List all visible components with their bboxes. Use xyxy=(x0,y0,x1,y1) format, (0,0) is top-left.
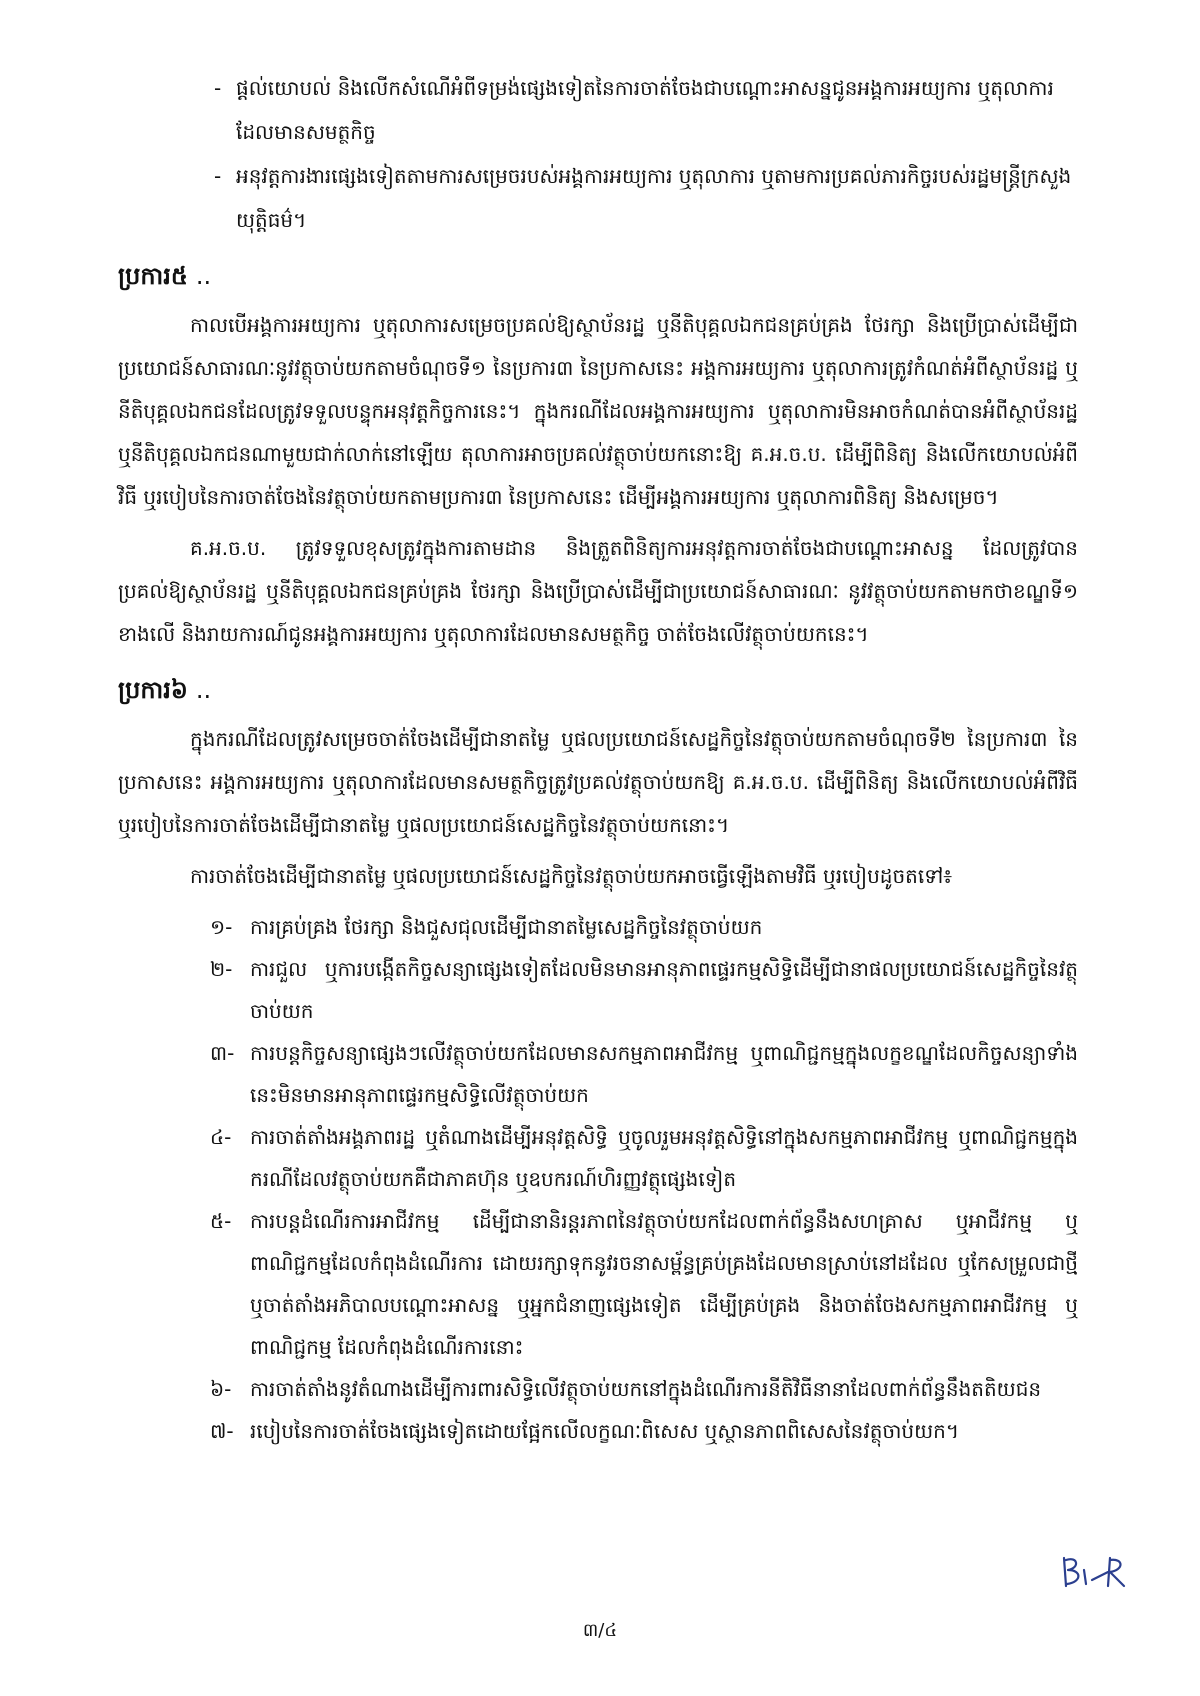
page-number: ៣/៤ xyxy=(582,1620,618,1641)
signature-initials xyxy=(1058,1550,1130,1594)
article-6-title: ប្រការ៦ xyxy=(118,676,188,704)
list-item-number: ១- xyxy=(210,915,233,939)
bullet-item xyxy=(214,66,1078,154)
signature-stroke xyxy=(1064,1558,1124,1586)
list-item xyxy=(210,1200,1078,1368)
bullet-text: អនុវត្តការងារផ្សេងទៀតតាមការសម្រេចរបស់អង្គការអយ្យការ ឬតុលាការ ឬតាមការប្រគល់ភារកិច្ចរបស់រដ្ឋមន្ត្រីក្រសួងយុត្តិធម៌។ xyxy=(236,164,1072,232)
bullet-dash: - xyxy=(214,76,222,100)
list-item-number: ៦- xyxy=(210,1377,232,1401)
article-5-heading xyxy=(118,256,1078,296)
list-item xyxy=(210,1116,1078,1200)
article-5-dots: .. xyxy=(195,262,212,290)
list-item-text: ការគ្រប់គ្រង ថែរក្សា និងជួសជុលដើម្បីជានាតម្លៃសេដ្ឋកិច្ចនៃវត្ថុចាប់យក xyxy=(250,915,763,939)
bullet-item xyxy=(214,154,1078,242)
list-item-number: ២- xyxy=(210,957,233,981)
list-item-text: ការបន្តដំណើរការអាជីវកម្ម ដើម្បីជានានិរន្តរភាពនៃវត្ថុចាប់យកដែលពាក់ព័ន្ធនឹងសហគ្រាស ឬអាជីវកម្ម ឬពាណិជ្ជកម្មដែលកំពុងដំណើរការ ដោយរក្សាទុកនូវរចនាសម្ព័ន្ធគ្រប់គ្រងដែលមានស្រាប់នៅដដែល ឬកែសម្រួលជាថ្មី ឬចាត់តាំងអភិបាលបណ្តោះអាសន្ន ឬអ្នកជំនាញផ្សេងទៀត ដើម្បីគ្រប់គ្រង និងចាត់ចែងសកម្មភាពអាជីវកម្ម ឬពាណិជ្ជកម្ម ដែលកំពុងដំណើរការនោះ xyxy=(250,1209,1078,1359)
list-item-text: ការបន្តកិច្ចសន្យាផ្សេងៗលើវត្ថុចាប់យកដែលមានសកម្មភាពអាជីវកម្ម ឬពាណិជ្ជកម្មក្នុងលក្ខខណ្ឌដែលកិច្ចសន្យាទាំងនេះមិនមានអានុភាពផ្ទេរកម្មសិទ្ធិលើវត្ថុចាប់យក xyxy=(250,1041,1078,1107)
list-item-number: ៤- xyxy=(210,1125,232,1149)
list-item xyxy=(210,1368,1078,1410)
list-item xyxy=(210,906,1078,948)
article-6-heading xyxy=(118,670,1078,710)
article-5-paragraph-2: គ.អ.ច.ប. ត្រូវទទួលខុសត្រូវក្នុងការតាមដាន និងត្រួតពិនិត្យការអនុវត្តការចាត់ចែងជាបណ្តោះអាសន្ន ដែលត្រូវបានប្រគល់ឱ្យស្ថាប័នរដ្ឋ ឬនីតិបុគ្គលឯកជនគ្រប់គ្រង ថែរក្សា និងប្រើប្រាស់ដើម្បីជាប្រយោជន៍សាធារណៈ នូវវត្ថុចាប់យកតាមកថាខណ្ឌទី១ ខាងលើ និងរាយការណ៍ជូនអង្គការអយ្យការ ឬតុលាការដែលមានសមត្ថកិច្ច ចាត់ចែងលើវត្ថុចាប់យកនេះ។ xyxy=(118,536,1078,646)
list-item xyxy=(210,1032,1078,1116)
bullet-text: ផ្តល់យោបល់ និងលើកសំណើអំពីទម្រង់ផ្សេងទៀតនៃការចាត់ចែងជាបណ្តោះអាសន្នជូនអង្គការអយ្យការ ឬតុលាការដែលមានសមត្ថកិច្ច xyxy=(236,76,1054,144)
article-6-dots: .. xyxy=(195,676,212,704)
list-item-number: ៥- xyxy=(210,1209,232,1233)
bullet-dash: - xyxy=(214,164,222,188)
article-5-paragraph-1: កាលបើអង្គការអយ្យការ ឬតុលាការសម្រេចប្រគល់ឱ្យស្ថាប័នរដ្ឋ ឬនីតិបុគ្គលឯកជនគ្រប់គ្រង ថែរក្សា និងប្រើប្រាស់ដើម្បីជាប្រយោជន៍សាធារណៈនូវវត្ថុចាប់យកតាមចំណុចទី១ នៃប្រការ៣ នៃប្រកាសនេះ អង្គការអយ្យការ ឬតុលាការត្រូវកំណត់អំពីស្ថាប័នរដ្ឋ ឬនីតិបុគ្គលឯកជនដែលត្រូវទទួលបន្ទុកអនុវត្តកិច្ចការនេះ។ ក្នុងករណីដែលអង្គការអយ្យការ ឬតុលាការមិនអាចកំណត់បានអំពីស្ថាប័នរដ្ឋ ឬនីតិបុគ្គលឯកជនណាមួយជាក់លាក់នៅឡើយ តុលាការអាចប្រគល់វត្ថុចាប់យកនោះឱ្យ គ.អ.ច.ប. ដើម្បីពិនិត្យ និងលើកយោបល់អំពីវិធី ឬរបៀបនៃការចាត់ចែងនៃវត្ថុចាប់យកតាមប្រការ៣ នៃប្រកាសនេះ ដើម្បីអង្គការអយ្យការ ឬតុលាការពិនិត្យ និងសម្រេច។ xyxy=(118,313,1078,509)
article-6-paragraph-2: ការចាត់ចែងដើម្បីជានាតម្លៃ ឬផលប្រយោជន៍សេដ្ឋកិច្ចនៃវត្ថុចាប់យកអាចធ្វើឡើងតាមវិធី ឬរបៀបដូចតទៅ៖ xyxy=(190,864,953,888)
list-item-number: ៣- xyxy=(210,1041,235,1065)
article-6-paragraph-1: ក្នុងករណីដែលត្រូវសម្រេចចាត់ចែងដើម្បីជានាតម្លៃ ឬផលប្រយោជន៍សេដ្ឋកិច្ចនៃវត្ថុចាប់យកតាមចំណុចទី២ នៃប្រការ៣ នៃប្រកាសនេះ អង្គការអយ្យការ ឬតុលាការដែលមានសមត្ថកិច្ចត្រូវប្រគល់វត្ថុចាប់យកឱ្យ គ.អ.ច.ប. ដើម្បីពិនិត្យ និងលើកយោបល់អំពីវិធី ឬរបៀបនៃការចាត់ចែងដើម្បីជានាតម្លៃ ឬផលប្រយោជន៍សេដ្ឋកិច្ចនៃវត្ថុចាប់យកនោះ។ xyxy=(118,727,1078,837)
list-item-text: ការចាត់តាំងនូវតំណាងដើម្បីការពារសិទ្ធិលើវត្ថុចាប់យកនៅក្នុងដំណើរការនីតិវិធីនានាដែលពាក់ព័ន្ធនឹងតតិយជន xyxy=(250,1377,1042,1401)
list-item-text: ការចាត់តាំងអង្គភាពរដ្ឋ ឬតំណាងដើម្បីអនុវត្តសិទ្ធិ ឬចូលរួមអនុវត្តសិទ្ធិនៅក្នុងសកម្មភាពអាជីវកម្ម ឬពាណិជ្ជកម្មក្នុងករណីដែលវត្ថុចាប់យកគឺជាភាគហ៊ុន ឬឧបករណ៍ហិរញ្ញវត្ថុផ្សេងទៀត xyxy=(250,1125,1078,1191)
document-body xyxy=(118,66,1078,1452)
article-5-title: ប្រការ៥ xyxy=(118,262,188,290)
list-item xyxy=(210,1410,1078,1452)
list-item-text: ការជួល ឬការបង្កើតកិច្ចសន្យាផ្សេងទៀតដែលមិនមានអានុភាពផ្ទេរកម្មសិទ្ធិដើម្បីជានាផលប្រយោជន៍សេដ្ឋកិច្ចនៃវត្ថុចាប់យក xyxy=(250,957,1078,1023)
list-item-text: របៀបនៃការចាត់ចែងផ្សេងទៀតដោយផ្អែកលើលក្ខណៈពិសេស ឬស្ថានភាពពិសេសនៃវត្ថុចាប់យក។ xyxy=(250,1419,960,1443)
list-item xyxy=(210,948,1078,1032)
list-item-number: ៧- xyxy=(210,1419,234,1443)
